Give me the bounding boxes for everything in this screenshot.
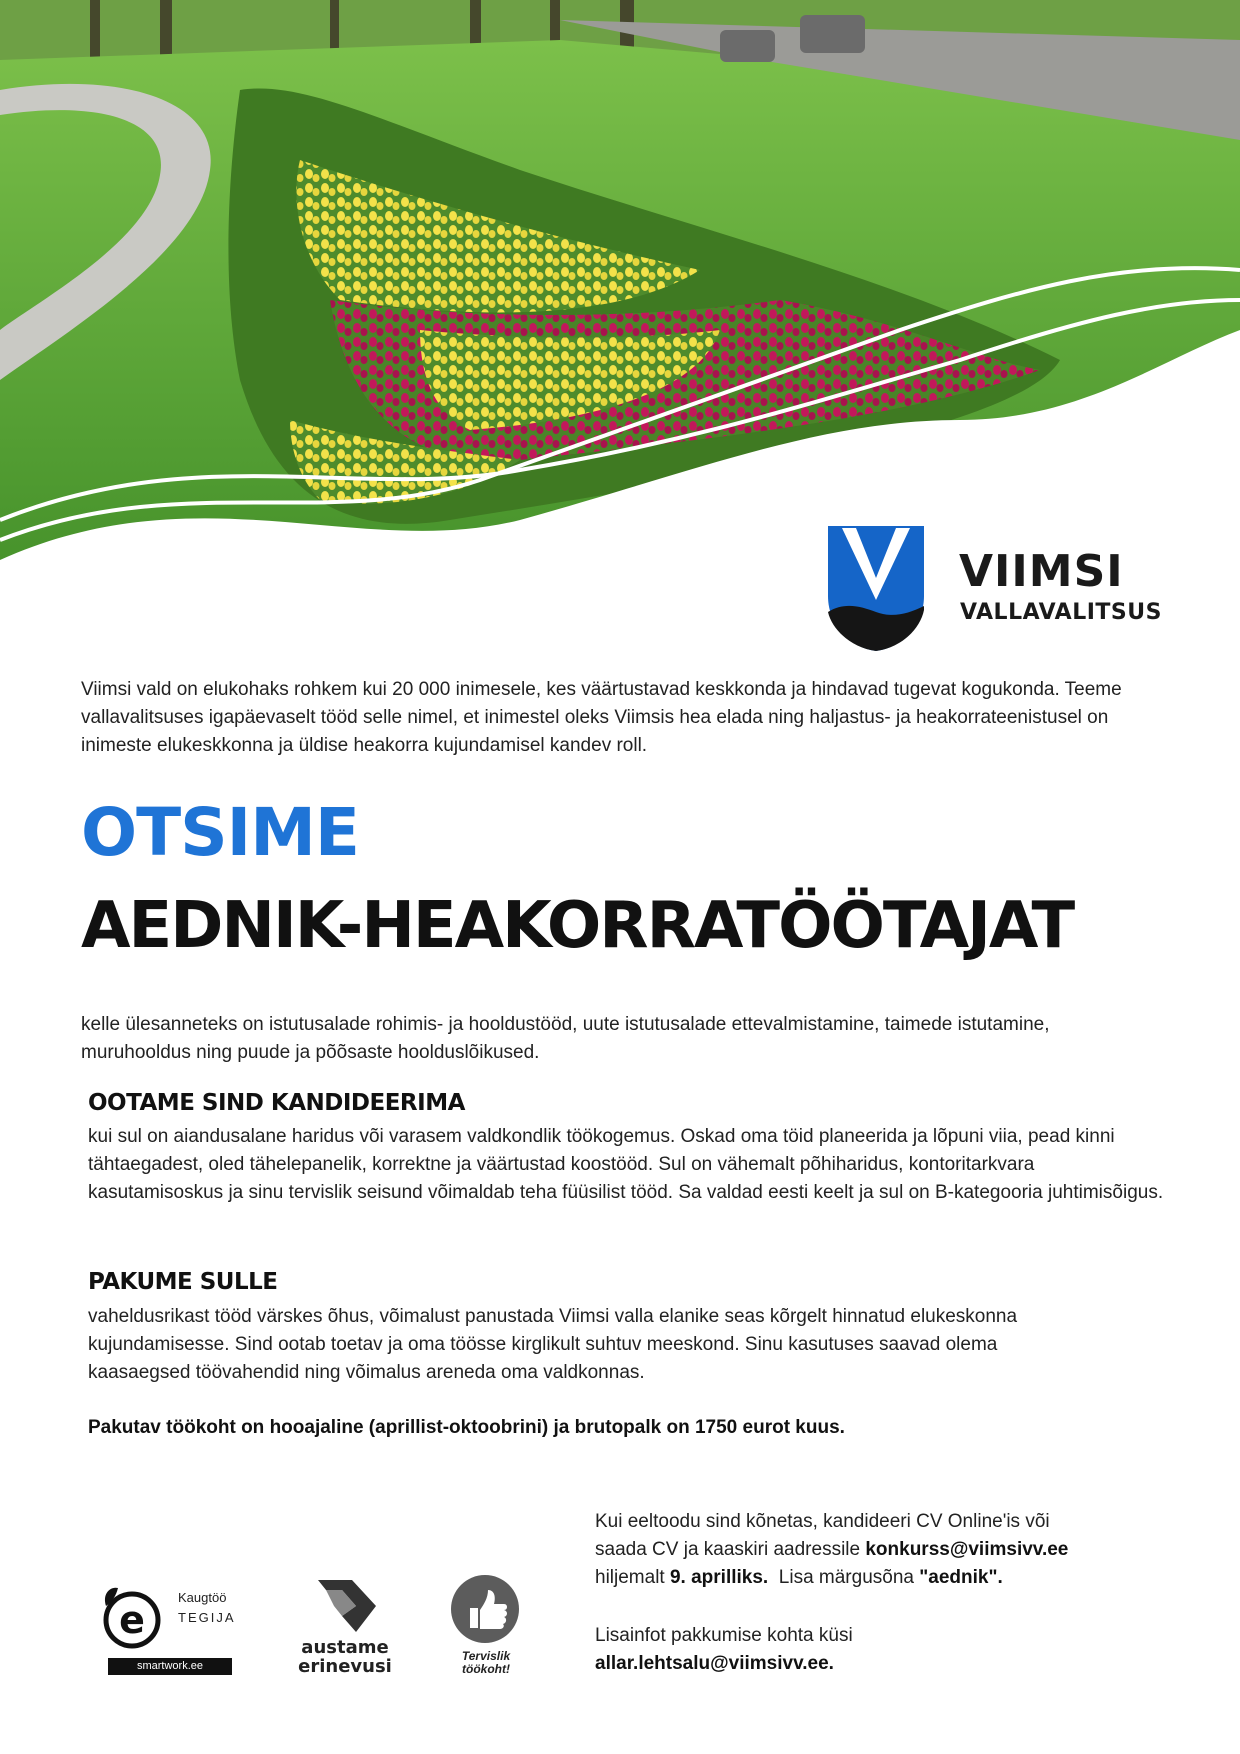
svg-text:e: e — [119, 1598, 145, 1642]
keyword-prefix: Lisa märgusõna — [768, 1567, 920, 1588]
logo-name: VIIMSI — [959, 546, 1124, 597]
contact-info — [595, 1622, 1155, 1678]
duties-paragraph: kelle ülesanneteks on istutusalade rohimis- ja hooldustööd, uute istutusalade ettevalmistamine, taimede istutamine, muruhooldus ning puude ja põõsaste hoolduslõikused. — [81, 1014, 1050, 1063]
apply-line-3-text: hiljemalt — [595, 1567, 670, 1588]
austame-line-2: erinevusi — [298, 1656, 392, 1677]
logo-subtitle: VALLAVALITSUS — [960, 600, 1162, 625]
kaugtoo-tegija-badge — [100, 1580, 235, 1680]
apply-instructions — [595, 1508, 1155, 1592]
headline-otsime: OTSIME — [81, 794, 359, 871]
austame-erinevusi-badge — [280, 1576, 410, 1686]
apply-line-3 — [595, 1564, 1155, 1592]
deadline: 9. aprilliks. — [669, 1567, 769, 1588]
contact-line: Lisainfot pakkumise kohta küsi — [595, 1625, 853, 1646]
kaugtoo-subtitle: TEGIJA — [178, 1610, 236, 1625]
austame-text — [280, 1638, 410, 1676]
austame-line-1: austame — [301, 1637, 389, 1658]
contact-email[interactable]: allar.lehtsalu@viimsivv.ee. — [595, 1653, 834, 1674]
e-letter-icon — [100, 1580, 170, 1652]
application-email[interactable]: konkurss@viimsivv.ee — [865, 1539, 1069, 1560]
keyword: "aednik". — [919, 1567, 1003, 1588]
apply-line-2 — [595, 1536, 1155, 1564]
headline-job-title: AEDNIK-HEAKORRATÖÖTAJAT — [81, 889, 1074, 963]
tervislik-line-2: töökoht! — [462, 1662, 510, 1676]
tervislik-line-1: Tervislik — [461, 1649, 511, 1663]
salary-statement: Pakutav töökoht on hooajaline (aprillist-oktoobrini) ja brutopalk on 1750 eurot kuus. — [88, 1417, 845, 1438]
tervislik-tookoht-badge — [446, 1574, 526, 1684]
intro-paragraph: Viimsi vald on elukohaks rohkem kui 20 000 inimesele, kes väärtustavad keskkonda ja hindavad tugevat kogukonda. Teeme vallavalitsuses igapäevaselt tööd selle nimel, et inimestel oleks Viimsis hea elada ning haljastus- ja heakorrateenistusel on inimeste elukeskkonna ja üldise heakorra kujundamisel kandev roll. — [81, 679, 1122, 756]
viimsi-crest-icon — [826, 526, 926, 651]
tervislik-text — [440, 1650, 532, 1676]
kaugtoo-title: Kaugtöö — [178, 1590, 227, 1605]
folded-shape-icon — [312, 1576, 382, 1636]
kaugtoo-site: smartwork.ee — [108, 1658, 232, 1675]
candidate-heading: OOTAME SIND KANDIDEERIMA — [88, 1090, 465, 1116]
apply-line-1: Kui eeltoodu sind kõnetas, kandideeri CV Online'is või — [595, 1511, 1050, 1532]
thumbs-up-icon — [450, 1574, 520, 1644]
offer-heading: PAKUME SULLE — [88, 1269, 278, 1295]
viimsi-logo — [826, 526, 1166, 656]
offer-paragraph: vaheldusrikast tööd värskes õhus, võimalust panustada Viimsi valla elanike seas kõrgelt hinnatud elukeskonna kujundamisesse. Sind ootab toetav ja oma töösse kirglikult suhtuv meeskond. Sinu kasutuses saavad olema kaasaegsed töövahendid ning võimalus areneda oma valdkonnas. — [88, 1306, 1018, 1383]
candidate-paragraph: kui sul on aiandusalane haridus või varasem valdkondlik töökogemus. Oskad oma töid planeerida ja lõpuni viia, pead kinni tähtaegadest, oled tähelepanelik, korrektne ja väärtustad koostööd. Sul on vähemalt põhiharidus, kontoritarkvara kasutamisoskus ja sinu tervislik seisund võimaldab teha füüsilist tööd. Sa valdad eesti keelt ja sul on B-kategooria juhtimisõigus. — [88, 1126, 1164, 1203]
apply-line-2-text: saada CV ja kaaskiri aadressile — [595, 1539, 866, 1560]
